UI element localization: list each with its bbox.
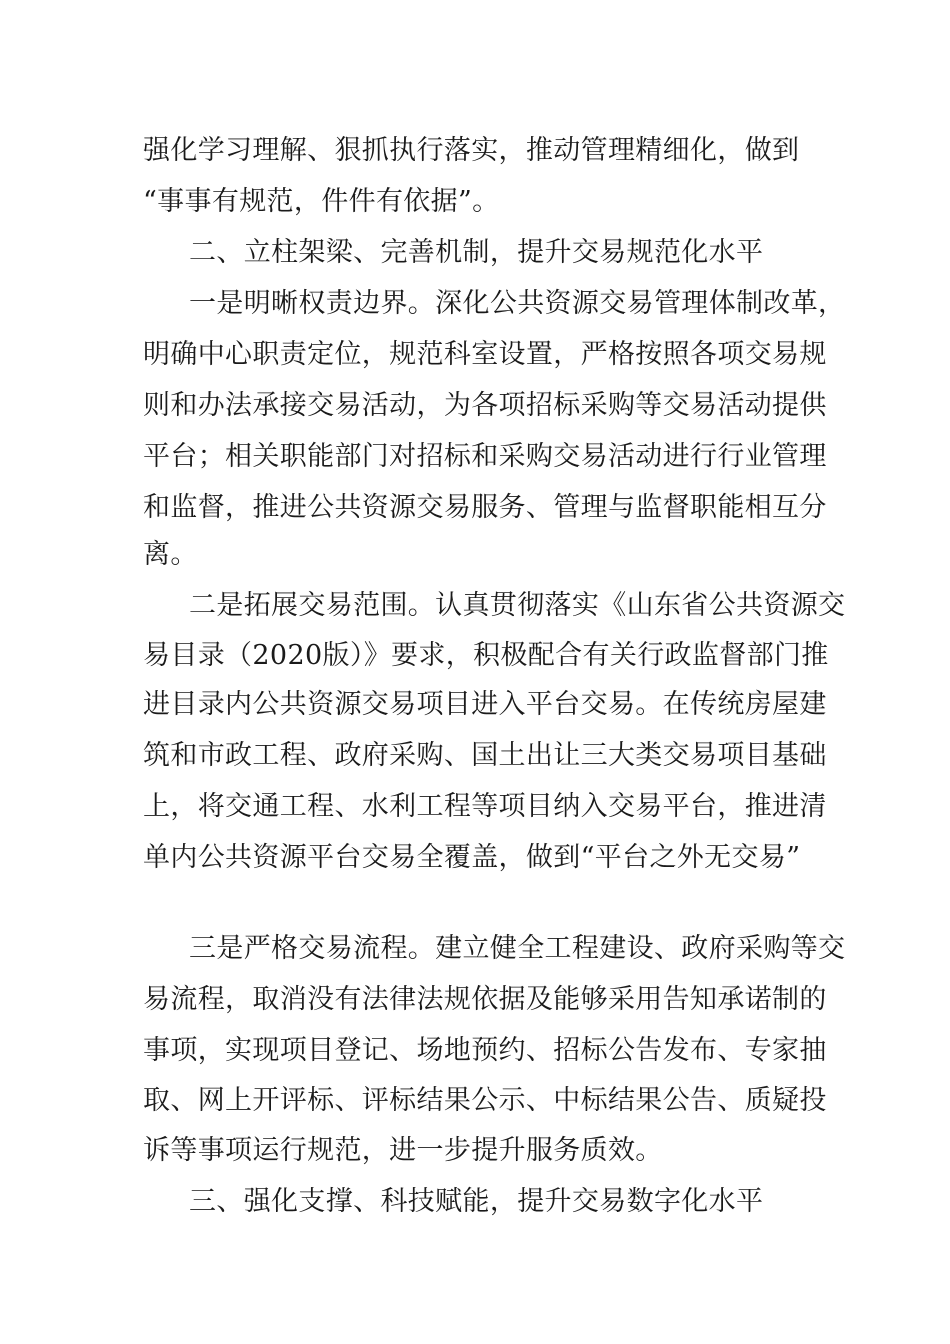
text-line: 筑和市政工程、政府采购、国土出让三大类交易项目基础 — [143, 740, 827, 771]
section-heading: 三、强化支撑、科技赋能，提升交易数字化水平 — [189, 1186, 764, 1217]
text-line: 事项，实现项目登记、场地预约、招标公告发布、专家抽 — [143, 1035, 827, 1066]
paragraph-first-line: 二是拓展交易范围。认真贯彻落实《山东省公共资源交 — [189, 590, 846, 621]
text-line: 进目录内公共资源交易项目进入平台交易。在传统房屋建 — [143, 689, 827, 720]
section-heading: 二、立柱架梁、完善机制，提升交易规范化水平 — [189, 237, 764, 268]
text-line: 离。 — [143, 539, 198, 570]
text-line: 单内公共资源平台交易全覆盖，做到“平台之外无交易” — [143, 842, 801, 873]
text-line: 上，将交通工程、水利工程等项目纳入交易平台，推进清 — [143, 791, 827, 822]
text-line: 取、网上开评标、评标结果公示、中标结果公告、质疑投 — [143, 1085, 827, 1116]
text-line: 诉等事项运行规范，进一步提升服务质效。 — [143, 1135, 663, 1166]
text-line: 易流程，取消没有法律法规依据及能够采用告知承诺制的 — [143, 984, 827, 1015]
text-line: 则和办法承接交易活动，为各项招标采购等交易活动提供 — [143, 390, 827, 421]
paragraph-first-line: 三是严格交易流程。建立健全工程建设、政府采购等交 — [189, 933, 846, 964]
text-line: 平台；相关职能部门对招标和采购交易活动进行行业管理 — [143, 441, 827, 472]
text-line: “事事有规范，件件有依据”。 — [143, 186, 500, 217]
text-line: 明确中心职责定位，规范科室设置，严格按照各项交易规 — [143, 339, 827, 370]
text-line: 易目录（2020版）》要求，积极配合有关行政监督部门推 — [143, 640, 829, 671]
text-line: 强化学习理解、狠抓执行落实，推动管理精细化，做到 — [143, 135, 800, 166]
text-line: 和监督，推进公共资源交易服务、管理与监督职能相互分 — [143, 492, 827, 523]
paragraph-first-line: 一是明晰权责边界。深化公共资源交易管理体制改革， — [189, 288, 846, 319]
